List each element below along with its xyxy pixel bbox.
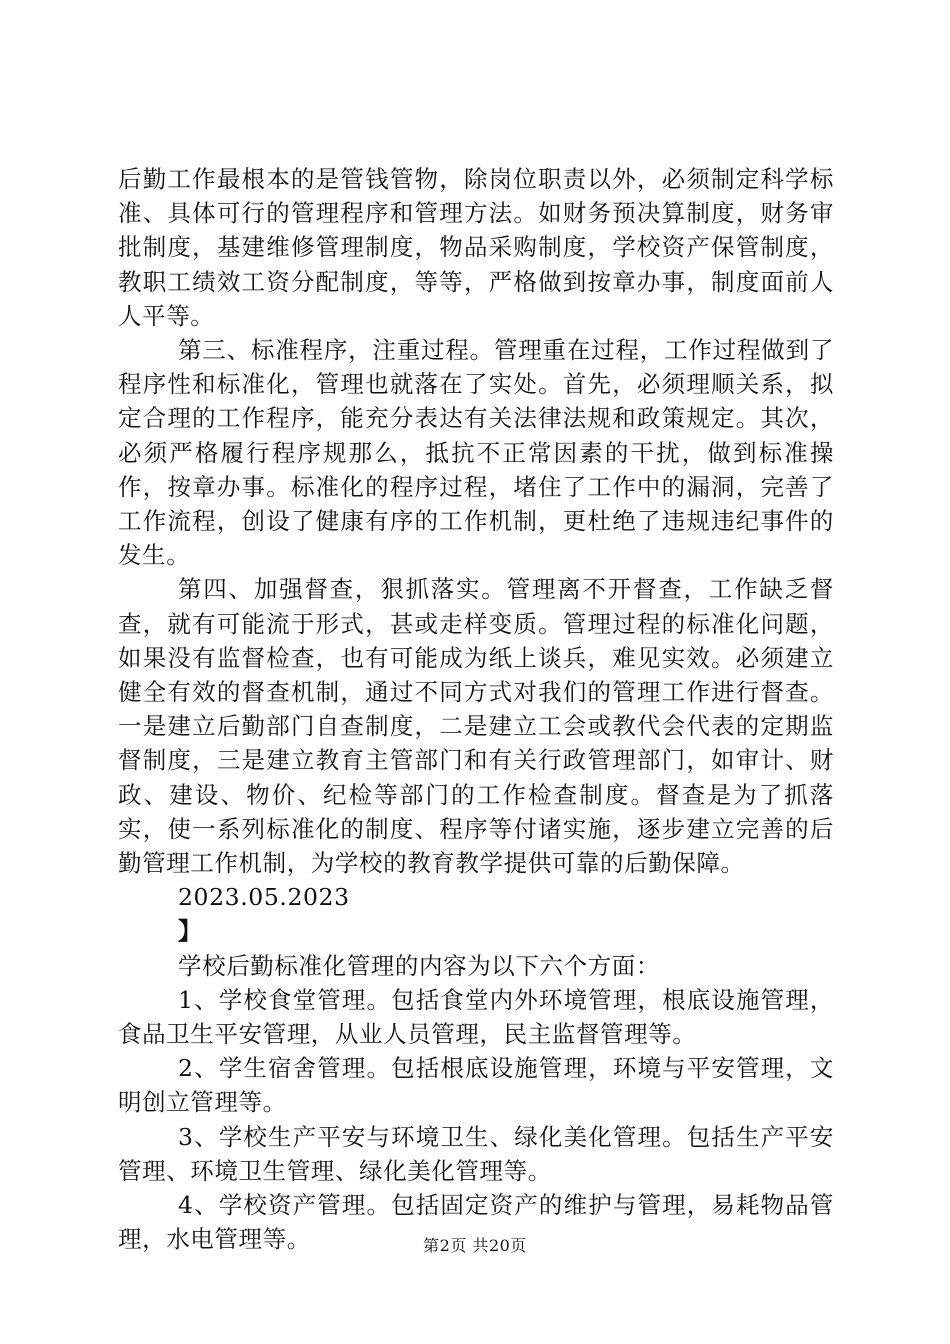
paragraph-item-2: 2、学生宿舍管理。包括根底设施管理，环境与平安管理，文明创立管理等。 [118,1054,834,1117]
paragraph-item-1: 1、学校食堂管理。包括食堂内外环境管理，根底设施管理，食品卫生平安管理，从业人员管理，民主监督管理等。 [118,985,834,1049]
paragraph-intro-six-aspects: 学校后勤标准化管理的内容为以下六个方面： [178,951,660,980]
document-body [118,162,834,1257]
page-footer: 第2页 共20页 [423,1236,527,1255]
paragraph-date: 2023.05.2023 [178,883,350,912]
paragraph-regulations: 后勤工作最根本的是管钱管物，除岗位职责以外，必须制定科学标准、具体可行的管理程序和管理方法。如财务预决算制度，财务审批制度，基建维修管理制度，物品采购制度，学校资产保管制度，教职工绩效工资分配制度，等等，严格做到按章办事，制度面前人人平等。 [118,165,834,330]
paragraph-section-four: 第四、加强督查，狠抓落实。管理离不开督查，工作缺乏督查，就有可能流于形式，甚或走样变质。管理过程的标准化问题，如果没有监督检查，也有可能成为纸上谈兵，难见实效。必须建立健全有效的督查机制，通过不同方式对我们的管理工作进行督查。一是建立后勤部门自查制度，二是建立工会或教代会代表的定期监督制度，三是建立教育主管部门和有关行政管理部门，如审计、财政、建设、物价、纪检等部门的工作检查制度。督查是为了抓落实，使一系列标准化的制度、程序等付诸实施，逐步建立完善的后勤管理工作机制，为学校的教育教学提供可靠的后勤保障。 [118,575,834,878]
paragraph-bracket: 】 [178,917,203,946]
paragraph-item-4: 4、学校资产管理。包括固定资产的维护与管理，易耗物品管理，水电管理等。 [118,1191,834,1254]
paragraph-section-three: 第三、标准程序，注重过程。管理重在过程，工作过程做到了程序性和标准化，管理也就落在了实处。首先，必须理顺关系，拟定合理的工作程序，能充分表达有关法律法规和政策规定。其次，必须严格履行程序规那么，抵抗不正常因素的干扰，做到标准操作，按章办事。标准化的程序过程，堵住了工作中的漏洞，完善了工作流程，创设了健康有序的工作机制，更杜绝了违规违纪事件的发生。 [118,336,834,570]
paragraph-item-3: 3、学校生产平安与环境卫生、绿化美化管理。包括生产平安管理、环境卫生管理、绿化美化管理等。 [118,1122,834,1185]
